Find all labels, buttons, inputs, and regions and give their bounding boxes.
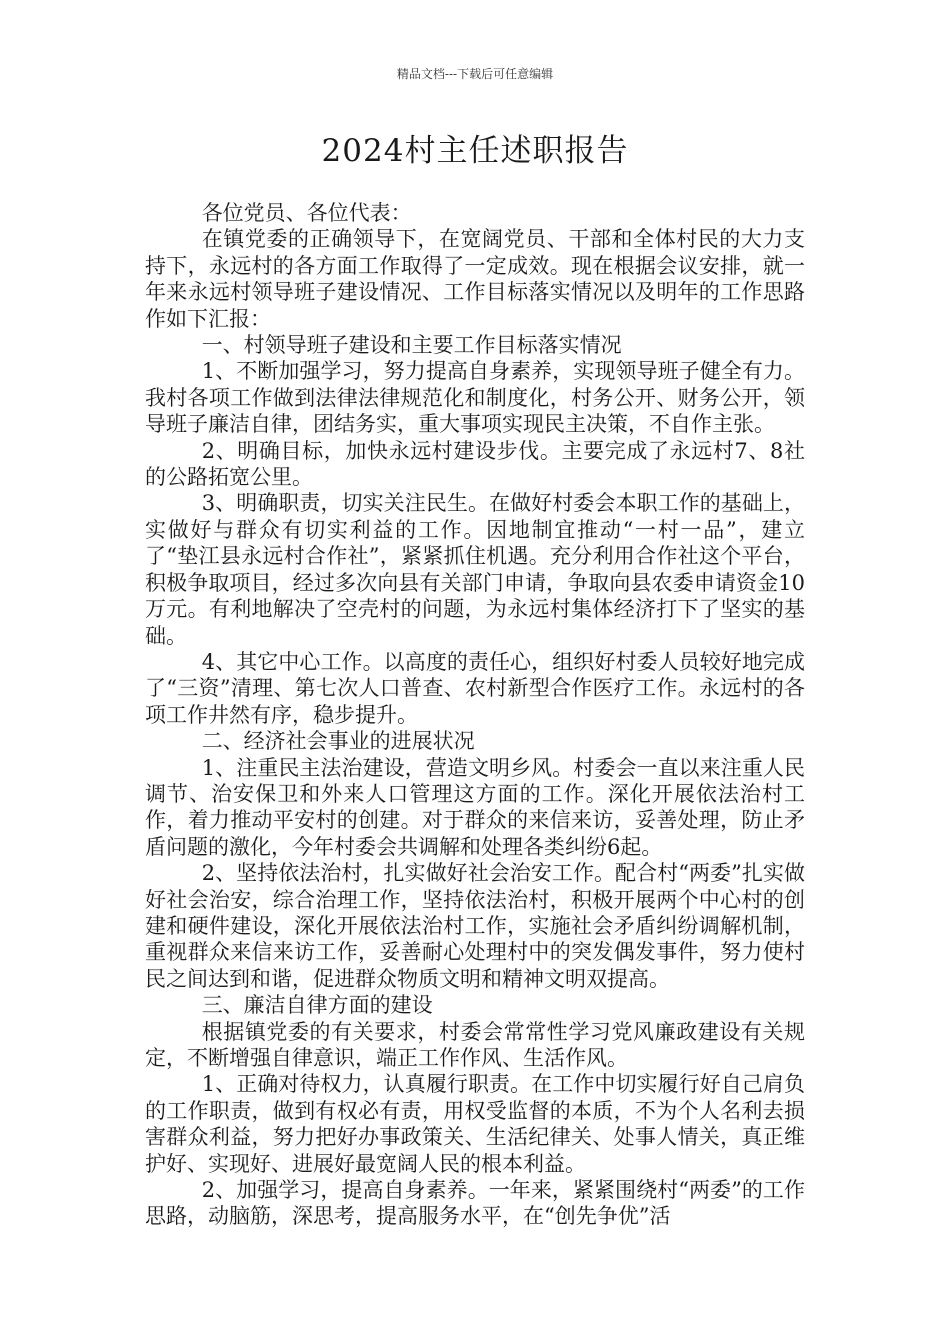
section-heading-3: 三、廉洁自律方面的建设 xyxy=(201,993,433,1018)
section-heading-2: 二、经济社会事业的进展状况 xyxy=(201,729,475,754)
body-paragraph: 2、坚持依法治村，扎实做好社会治安工作。配合村“两委”扎实做好社会治安，综合治理工作，坚持依法治村，积极开展两个中心村的创建和硬件建设，深化开展依法治村工作，实施社会矛盾纠纷调解机制，重视群众来信来访工作，妥善耐心处理村中的突发偶发事件，努力使村民之间达到和谐，促进群众物质文明和精神文明双提高。 xyxy=(145,861,805,991)
body-paragraph: 根据镇党委的有关要求，村委会常常性学习党风廉政建设有关规定，不断增强自律意识，端正工作作风、生活作风。 xyxy=(145,1019,805,1070)
intro-paragraph: 在镇党委的正确领导下，在宽阔党员、干部和全体村民的大力支持下，永远村的各方面工作取得了一定成效。现在根据会议安排，就一年来永远村领导班子建设情况、工作目标落实情况以及明年的工作思路作如下汇报： xyxy=(145,227,805,331)
body-paragraph: 1、不断加强学习，努力提高自身素养，实现领导班子健全有力。我村各项工作做到法律法律规范化和制度化，村务公开、财务公开，领导班子廉洁自律，团结务实，重大事项实现民主决策，不自作主张。 xyxy=(145,359,805,437)
body-paragraph: 2、加强学习，提高自身素养。一年来，紧紧围绕村“两委”的工作思路，动脑筋，深思考，提高服务水平，在“创先争优”活 xyxy=(145,1178,805,1229)
body-paragraph: 4、其它中心工作。以高度的责任心，组织好村委人员较好地完成了“三资”清理、第七次人口普查、农村新型合作医疗工作。永远村的各项工作井然有序，稳步提升。 xyxy=(145,649,805,727)
section-heading-1: 一、村领导班子建设和主要工作目标落实情况 xyxy=(201,333,622,358)
body-paragraph: 1、正确对待权力，认真履行职责。在工作中切实履行好自己肩负的工作职责，做到有权必有责，用权受监督的本质，不为个人名利去损害群众利益，努力把好办事政策关、生活纪律关、处事人情关，真正维护好、实现好、进展好最宽阔人民的根本利益。 xyxy=(145,1072,805,1176)
body-paragraph: 3、明确职责，切实关注民生。在做好村委会本职工作的基础上，实做好与群众有切实利益的工作。因地制宜推动“一村一品”，建立了“垫江县永远村合作社”，紧紧抓住机遇。充分利用合作社这个平台，积极争取项目，经过多次向县有关部门申请，争取向县农委申请资金10万元。有利地解决了空壳村的问题，为永远村集体经济打下了坚实的基础。 xyxy=(145,491,805,648)
body-paragraph: 2、明确目标，加快永远村建设步伐。主要完成了永远村7、8社的公路拓宽公里。 xyxy=(145,438,805,490)
greeting-paragraph: 各位党员、各位代表： xyxy=(201,201,412,225)
document-title: 2024村主任述职报告 xyxy=(321,133,629,169)
body-paragraph: 1、注重民主法治建设，营造文明乡风。村委会一直以来注重人民调节、治安保卫和外来人口管理这方面的工作。深化开展依法治村工作，着力推动平安村的创建。对于群众的来信来访，妥善处理，防止矛盾问题的激化，今年村委会共调解和处理各类纠纷6起。 xyxy=(145,755,805,859)
page-header-note: 精品文档---下载后可任意编辑 xyxy=(396,67,554,81)
document-body xyxy=(145,200,805,1230)
